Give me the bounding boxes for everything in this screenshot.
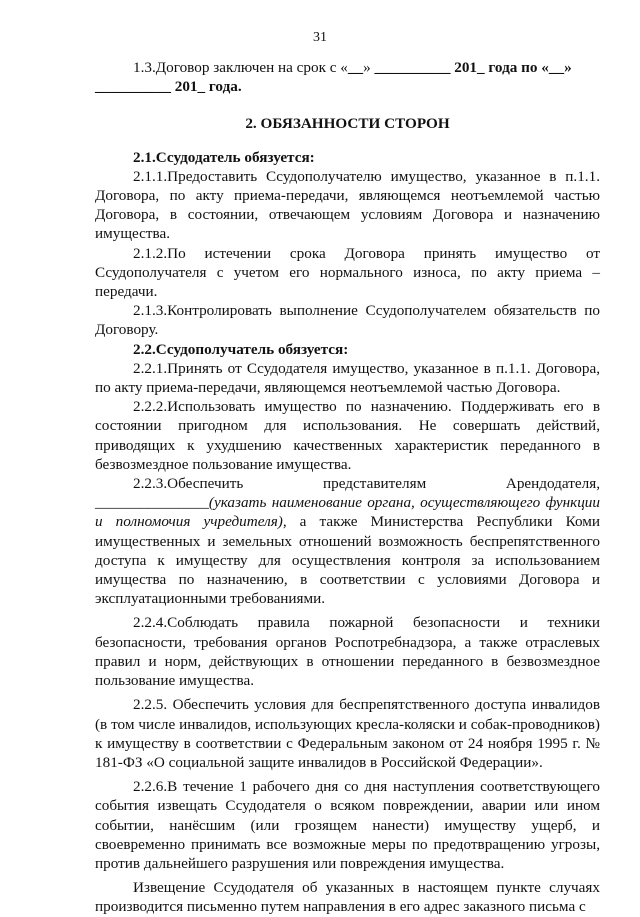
clause-1-3-year-end: 201_ года. — [170, 78, 242, 96]
page-number: 31 — [313, 30, 327, 45]
clause-2-1-3: 2.1.3.Контролировать выполнение Ссудополучателем обязательств по Договору. — [95, 302, 600, 339]
clause-1-3-line-1 — [95, 58, 600, 77]
section-2-2-heading: 2.2.Ссудополучатель обязуется: — [133, 340, 349, 358]
clause-1-3-month-start: __________ — [374, 59, 451, 76]
clause-2-2-3-blank: _______________ — [95, 494, 209, 512]
clause-2-1-1: 2.1.1.Предоставить Ссудополучателю имущество, указанное в п.1.1. Договора, по акту приема-передачи, являющемся неотъемлемой частью Договора, в состоянии, отвечающем условиям Договора и назначению имущества. — [95, 167, 600, 243]
section-2-title: 2. ОБЯЗАННОСТИ СТОРОН — [245, 115, 450, 133]
clause-1-3-text-c: 201_ года по « — [450, 59, 549, 76]
clause-2-2-3-start: 2.2.3.Обеспечить представителям Арендодателя, — [133, 475, 600, 493]
clause-1-3-day-start: __ — [347, 59, 364, 76]
clause-1-3-text-b: » — [363, 59, 375, 76]
clause-1-3-line-2 — [95, 77, 600, 96]
clause-2-2-2: 2.2.2.Использовать имущество по назначению. Поддерживать его в состоянии пригодном для использования. Не совершать действий, приводящих к ухудшению качественных характеристик переданного в безвозмездное пользование имущества. — [95, 398, 600, 473]
clause-2-2-1: 2.2.1.Принять от Ссудодателя имущество, указанное в п.1.1. Договора, по акту приема-передачи, являющемся неотъемлемой частью Договора. — [95, 359, 600, 397]
clause-1-3-text-a: 1.3.Договор заключен на срок с « — [133, 59, 348, 76]
document-body — [95, 58, 600, 917]
clause-2-2-4: 2.2.4.Соблюдать правила пожарной безопасности и техники безопасности, требования органов Роспотребнадзора, а также отраслевых правил и норм, действующих в отношении переданного в безвозмездное пользование имущества. — [95, 614, 600, 690]
clause-2-2-5: 2.2.5. Обеспечить условия для беспрепятственного доступа инвалидов (в том числе инвалидов, использующих кресла-коляски и собак-проводников) к имуществу в соответствии с Федеральным законом от 24 ноября 1995 г. № 181-ФЗ «О социальной защите инвалидов в Российской Федерации». — [95, 696, 600, 771]
clause-2-2-6: 2.2.6.В течение 1 рабочего дня со дня наступления соответствующего события извещать Ссудодателя о всяком повреждении, аварии или ином событии, нанёсшим (или грозящем нанести) имуществу ущерб, и своевременно принимать все возможные меры по предотвращению угрозы, против дальнейшего разрушения или повреждения имущества. — [95, 778, 600, 872]
clause-2-2-3-rest: , а также Министерства Республики Коми имущественных и земельных отношений возможность беспрепятственного доступа к имуществу для осуществления контроля за использованием имущества по назначению, в соответствии с условиями Договора и эксплуатационными требованиями. — [95, 513, 601, 608]
clause-2-2-3 — [95, 493, 600, 608]
section-2-1-heading: 2.1.Ссудодатель обязуется: — [133, 148, 315, 166]
clause-1-3-text-d: » — [564, 59, 572, 76]
clause-2-2-3-note: (указать наименование органа, осуществляющего функции и полномочия учредителя) — [95, 494, 600, 531]
clause-2-2-6-notice: Извещение Ссудодателя об указанных в настоящем пункте случаях производится письменно путем направления в его адрес заказного письма с — [95, 879, 600, 916]
clause-1-3-day-end: __ — [548, 59, 565, 76]
clause-1-3-month-end: __________ — [95, 78, 171, 96]
clause-2-1-2: 2.1.2.По истечении срока Договора принять имущество от Ссудополучателя с учетом его нормального износа, по акту приема – передачи. — [95, 244, 600, 301]
